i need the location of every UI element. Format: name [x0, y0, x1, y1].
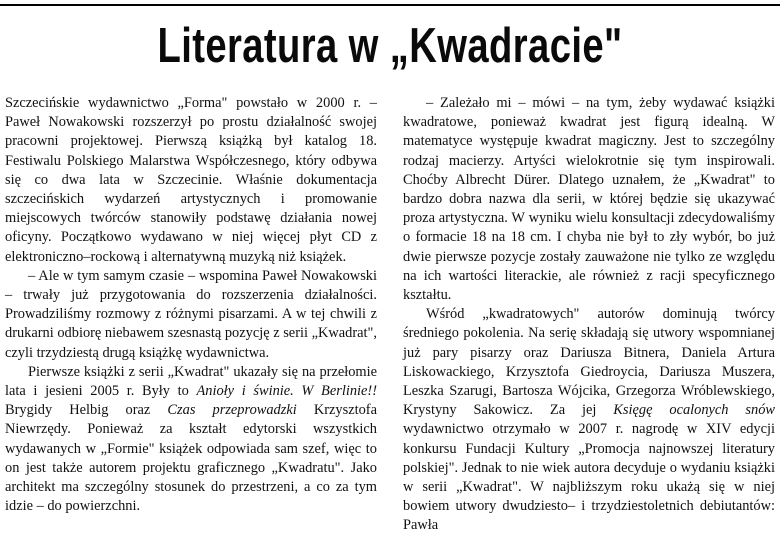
- left-column: [5, 94, 377, 515]
- text-run: wydawnictwo otrzymało w 2007 r. nagrodę w XIV edycji konkursu Fundacji Kultury „Promocja najnowszej literatury polskiej". Jednak to nie wiek autora decyduje o wydaniu książki w serii „Kwadrat". W najbliższym roku ukażą się w niej bowiem utwory dwudziesto– i trzydziestoletnich debiutantów: Pawła: [403, 421, 775, 534]
- text-run: Krzysztofa Niewrzędy. Ponieważ za kształt edytorski wszystkich wydawanych w „Formie" książek odpowiada sam szef, więc to on jest także autorem projektu graficznego „Kwadratu". Jako architekt ma szczególny stosunek do przestrzeni, a co za tym idzie – do powierzchni.: [5, 402, 377, 515]
- article-title: Literatura w „Kwadracie": [157, 19, 623, 73]
- book-title: Czas przeprowadzki: [167, 402, 297, 419]
- text-run: Pierwsze książki z serii „Kwadrat" ukazały się na przełomie lata i jesieni 2005 r. Były to: [5, 363, 377, 400]
- top-rule: [0, 4, 780, 6]
- paragraph: [5, 363, 377, 517]
- paragraph: – Zależało mi – mówi – na tym, żeby wydawać książki kwadratowe, ponieważ kwadrat jest figurą idealną. W matematyce występuje kwadrat magiczny. Jest to szczególny rodzaj macierzy. Artyści wielokrotnie się tym inspirowali. Choćby Albrecht Dürer. Dlatego uznałem, że „Kwadrat" to bardzo dobra nazwa dla serii, w której będzie się ukazywać proza artystyczna. W wyniku wielu konsultacji zdecydowaliśmy o formacie 18 na 18 cm. I chyba nie był to zły wybór, bo już dwie pierwsze pozycje zostały zauważone nie tylko ze względu na ich wartości literackie, ale również z racji specyficznego kształtu.: [403, 95, 775, 304]
- book-title: Anioły i świnie. W Berlinie!!: [196, 383, 377, 400]
- text-run: Brygidy Helbig oraz: [5, 402, 168, 419]
- right-column: [403, 94, 775, 534]
- paragraph: Szczecińskie wydawnictwo „Forma" powstało w 2000 r. – Paweł Nowakowski rozszerzył po prostu działalność swojej pracowni projektowej. Pierwszą książką był katalog 18. Festiwalu Polskiego Malarstwa Współczesnego, który odbywa się co dwa lata w Szczecinie. Właśnie dokumentacja szczecińskich wydarzeń artystycznych i promowanie miejscowych twórców stanowiły podstawę działania nowej oficyny. Początkowo wydawano w niej więcej płyt CD z elektroniczno–rockową i alternatywną muzyką niż książek.: [5, 95, 377, 265]
- text-run: Wśród „kwadratowych" autorów dominują twórcy średniego pokolenia. Na serię składają się utwory wspomnianej już pary pisarzy oraz Dariusza Bitnera, Daniela Artura Liskowackiego, Krzysztofa Giedroycia, Dariusza Muszera, Leszka Szarugi, Bartosza Wójcika, Grzegorza Wróblewskiego, Krystyny Sakowicz. Za jej: [403, 306, 775, 419]
- paragraph: – Ale w tym samym czasie – wspomina Paweł Nowakowski – trwały już przygotowania do rozszerzenia działalności. Prowadziliśmy rozmowy z różnymi pisarzami. A w tej chwili z drukarni odbiorę niebawem szesnastą pozycję z serii „Kwadrat", czyli trzydziestą drugą książkę wydawnictwa.: [5, 267, 377, 361]
- book-title: Księgę ocalonych snów: [613, 402, 775, 419]
- paragraph: [403, 305, 775, 535]
